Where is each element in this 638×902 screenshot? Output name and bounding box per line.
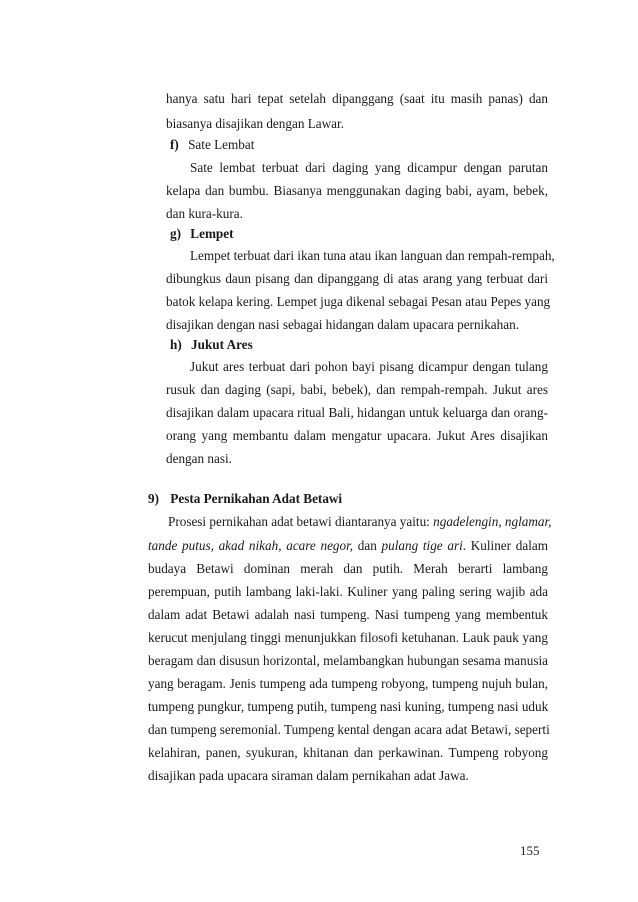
text-line: batok kelapa kering. Lempet juga dikenal sebagai Pesan atau Pepes yang (166, 294, 551, 309)
text-line: orang yang membantu dalam mengatur upacara. Jukut Ares disajikan (166, 428, 548, 443)
section-title: Pesta Pernikahan Adat Betawi (170, 491, 343, 506)
text-line: kelahiran, panen, syukuran, khitanan dan perkawinan. Tumpeng robyong (148, 745, 548, 760)
text-run-italic: tande putus, akad nikah, acare negor, (148, 538, 354, 553)
text-line: budaya Betawi dominan merah dan putih. Merah berarti lambang (148, 561, 548, 576)
page-number: 155 (520, 843, 540, 858)
text-line: dan tumpeng seremonial. Tumpeng kental dengan acara adat Betawi, seperti (148, 722, 550, 737)
text-line: kelapa dan bumbu. Biasanya menggunakan daging babi, ayam, bebek, (166, 183, 548, 198)
subheading-title: Jukut Ares (191, 337, 253, 352)
text-line: dengan nasi. (166, 451, 232, 466)
text-line (148, 538, 548, 554)
text-line: kerucut menjulang tinggi menunjukkan filosofi ketuhanan. Lauk pauk yang (148, 630, 548, 645)
text-run-italic: ngadelengin, nglamar, (433, 514, 552, 529)
text-line: hanya satu hari tepat setelah dipanggang (saat itu masih panas) dan (166, 91, 548, 106)
subheading-title: Sate Lembat (188, 137, 255, 152)
text-line: tumpeng pungkur, tumpeng putih, tumpeng nasi kuning, tumpeng nasi uduk (148, 699, 549, 714)
text-line: disajikan dengan nasi sebagai hidangan dalam upacara pernikahan. (166, 317, 519, 332)
text-line: disajikan dalam upacara ritual Bali, hidangan untuk keluarga dan orang- (166, 405, 548, 420)
text-line: biasanya disajikan dengan Lawar. (166, 116, 344, 131)
list-marker: 9) (148, 491, 159, 506)
text-line: dan kura-kura. (166, 206, 243, 221)
text-line: dalam adat Betawi adalah nasi tumpeng. Nasi tumpeng yang membentuk (148, 607, 548, 622)
text-line: Lempet terbuat dari ikan tuna atau ikan languan dan rempah-rempah, (190, 248, 555, 263)
text-line: rusuk dan daging (sapi, babi, bebek), dan rempah-rempah. Jukut ares (166, 382, 548, 397)
text-line: Jukut ares terbuat dari pohon bayi pisang dicampur dengan tulang (190, 359, 548, 374)
text-line: perempuan, putih lambang laki-laki. Kuliner yang paling sering wajib ada (148, 584, 548, 599)
text-line (168, 514, 552, 530)
list-marker: h) (170, 337, 182, 352)
subheading-jukut-ares (170, 337, 253, 353)
text-line: disajikan pada upacara siraman dalam pernikahan adat Jawa. (148, 768, 469, 783)
subheading-lempet (170, 226, 234, 242)
text-run: Prosesi pernikahan adat betawi diantaranya yaitu: (168, 514, 434, 529)
text-line: beragam dan disusun horizontal, melambangkan hubungan sesama manusia (148, 653, 548, 668)
subheading-sate-lembat (170, 137, 254, 153)
text-line: dibungkus daun pisang dan dipanggang di atas arang yang terbuat dari (166, 271, 548, 286)
list-marker: g) (170, 226, 181, 241)
list-marker: f) (170, 137, 179, 152)
text-run: dan (353, 538, 382, 553)
section-heading-betawi (148, 491, 342, 507)
text-run: . Kuliner dalam (462, 538, 548, 553)
text-line: yang beragam. Jenis tumpeng ada tumpeng robyong, tumpeng nujuh bulan, (148, 676, 548, 691)
text-line: Sate lembat terbuat dari daging yang dicampur dengan parutan (190, 160, 548, 175)
text-run-italic: pulang tige ari (381, 538, 463, 553)
subheading-title: Lempet (190, 226, 234, 241)
